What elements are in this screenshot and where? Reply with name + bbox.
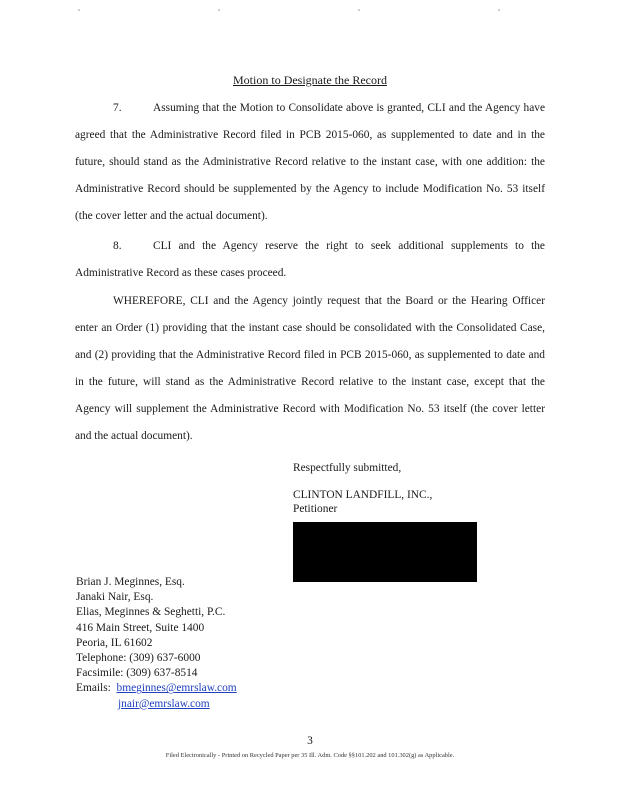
filing-footer: Filed Electronically - Printed on Recycled Paper per 35 Ill. Adm. Code §§101.202 and 101.302(g) as Applicable. (165, 752, 455, 759)
emails-row (76, 681, 237, 696)
email-link-nair[interactable]: jnair@emrslaw.com (118, 697, 210, 710)
scan-speck (358, 9, 360, 11)
page-number: 3 (307, 735, 313, 747)
scan-speck (78, 9, 80, 11)
telephone: Telephone: (309) 637-6000 (76, 652, 201, 665)
paragraph-number: 7. (113, 102, 122, 114)
city-address: Peoria, IL 61602 (76, 636, 153, 649)
email-link-meginnes[interactable]: bmeginnes@emrslaw.com (116, 682, 237, 695)
scan-speck (218, 9, 220, 11)
paragraph-text: Assuming that the Motion to Consolidate above is granted, CLI and the Agency have agreed that the Administrative Record filed in PCB 2015-060, as supplemented to date and in the future, should stand as the Administrative Record relative to the instant case, with one addition: the Administrative Record should be supplemented by the Agency to include Modification No. 53 itself (the cover letter and the actual document). (75, 102, 545, 222)
counsel-name: Brian J. Meginnes, Esq. (76, 576, 185, 588)
firm-name: Elias, Meginnes & Seghetti, P.C. (76, 606, 226, 619)
emails-label: Emails: (76, 682, 111, 695)
signature-role: Petitioner (293, 503, 338, 515)
emails-row-2 (76, 697, 237, 712)
signature-closing: Respectfully submitted, (293, 462, 402, 474)
wherefore-paragraph: WHEREFORE, CLI and the Agency jointly request that the Board or the Hearing Officer enter an Order (1) providing that the instant case should be consolidated with the Consolidated Case, and (2) providing that the Administrative Record filed in PCB 2015-060, as supplemented to date and in the future, will stand as the Administrative Record relative to the instant case, except that the Agency will supplement the Administrative Record with Modification No. 53 itself (the cover letter and the actual document). (75, 295, 545, 442)
paragraph-7 (75, 95, 545, 230)
counsel-contact-block (76, 575, 237, 712)
street-address: 416 Main Street, Suite 1400 (76, 621, 205, 634)
paragraph-number: 8. (113, 240, 122, 252)
counsel-name: Janaki Nair, Esq. (76, 591, 154, 604)
scan-speck (498, 9, 500, 11)
section-heading: Motion to Designate the Record (233, 73, 387, 87)
facsimile: Facsimile: (309) 637-8514 (76, 667, 198, 680)
paragraph-8 (75, 233, 545, 287)
redacted-signature-block (293, 522, 477, 582)
signature-party: CLINTON LANDFILL, INC., (293, 489, 433, 501)
paragraph-text: CLI and the Agency reserve the right to seek additional supplements to the Administrative Record as these cases proceed. (75, 240, 545, 279)
